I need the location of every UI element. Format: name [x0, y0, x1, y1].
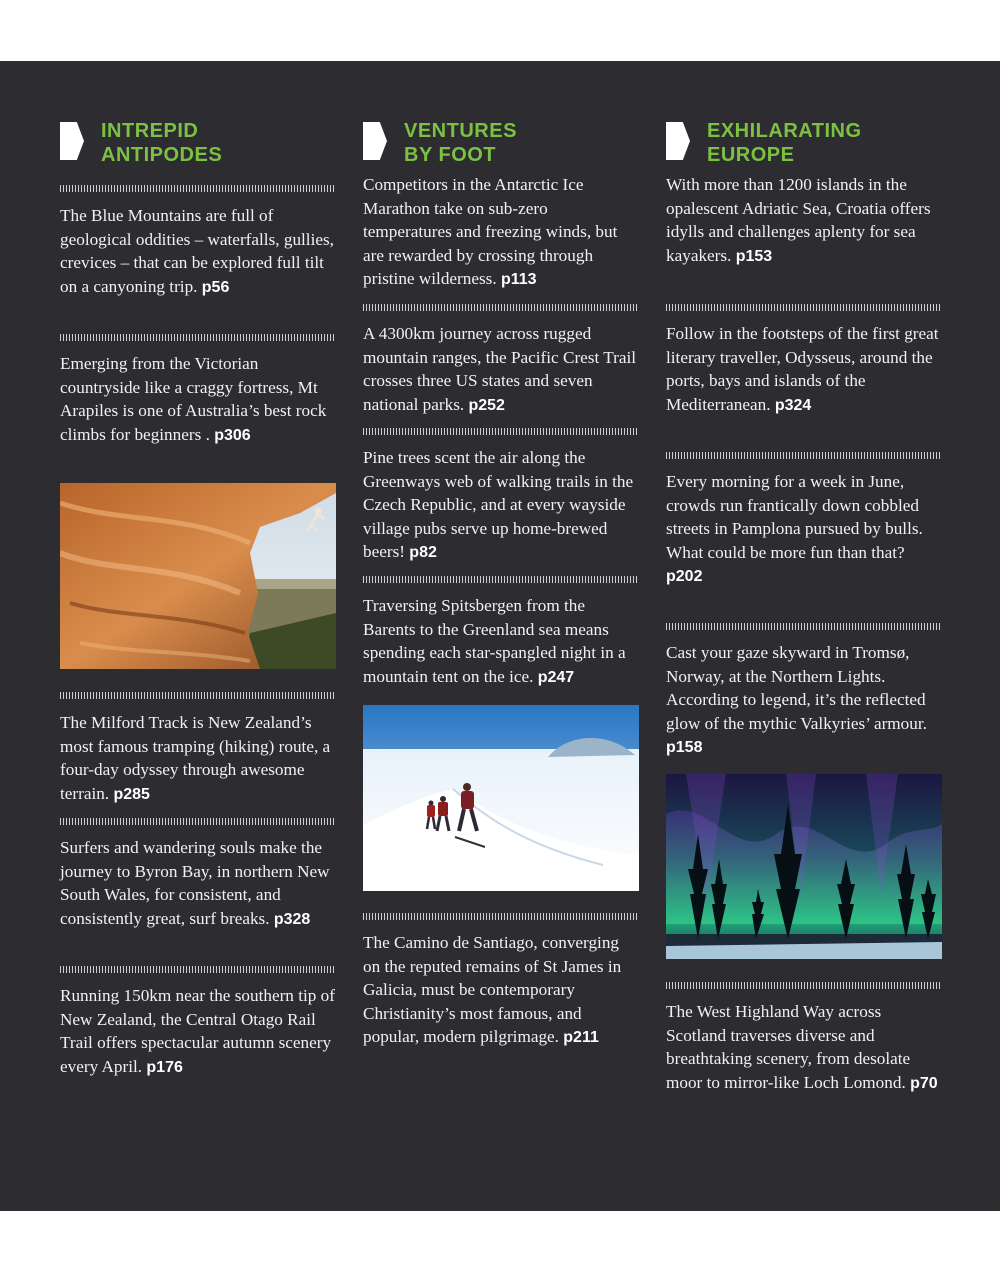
entry-text: The Milford Track is New Zealand’s most famous tramping (hiking) route, a four-day odyssey through awesome terrain.	[60, 713, 331, 803]
entry-text: Cast your gaze skyward in Tromsø, Norway, at the Northern Lights. According to legend, it’s the reflected glow of the mythic Valkyries’ armour.	[666, 643, 927, 733]
entry-odysseus	[666, 322, 942, 417]
northern-lights-photo	[666, 774, 942, 959]
entry-mt-arapiles	[60, 352, 336, 447]
entry-text: Running 150km near the southern tip of New Zealand, the Central Otago Rail Trail offers spectacular autumn scenery every April.	[60, 986, 335, 1076]
page-reference: p56	[201, 278, 230, 296]
entry-west-highland-way	[666, 1000, 942, 1095]
entry-text: Follow in the footsteps of the first great literary traveller, Odysseus, around the ports, bays and islands of the Mediterranean.	[666, 324, 939, 414]
page-reference: p153	[735, 247, 773, 265]
divider	[363, 428, 637, 435]
page-reference: p211	[563, 1029, 599, 1047]
entry-pacific-crest-trail	[363, 322, 639, 417]
entry-antarctic-ice-marathon	[363, 173, 639, 292]
page-reference: p202	[666, 568, 703, 586]
entry-text: The Blue Mountains are full of geological oddities – waterfalls, gullies, crevices – that can be explored full tilt on a canyoning trip.	[60, 206, 334, 296]
page-reference: p324	[774, 396, 812, 414]
heading-line-2: EUROPE	[707, 144, 795, 166]
heading-line-2: ANTIPODES	[101, 144, 223, 166]
entry-blue-mountains	[60, 204, 336, 299]
heading-line-2: BY FOOT	[404, 144, 497, 166]
divider	[363, 913, 637, 920]
page-reference: p328	[273, 910, 311, 928]
entry-text: With more than 1200 islands in the opalescent Adriatic Sea, Croatia offers idylls and challenges aplenty for sea kayakers.	[666, 175, 931, 265]
arctic-skiers-photo	[363, 705, 639, 891]
entry-text: Traversing Spitsbergen from the Barents to the Greenland sea means spending each star-spangled night in a mountain tent on the ice.	[363, 596, 626, 686]
divider	[666, 304, 940, 311]
entry-text: Surfers and wandering souls make the journey to Byron Bay, in northern New South Wales, for consistent, and consistently great, surf breaks.	[60, 838, 330, 928]
divider	[60, 334, 334, 341]
divider	[666, 623, 940, 630]
page-reference: p113	[500, 271, 537, 289]
heading-line-1: INTREPID	[101, 120, 199, 142]
divider	[60, 692, 334, 699]
entry-czech-greenways	[363, 446, 639, 565]
entry-camino-de-santiago	[363, 931, 639, 1050]
chevron-icon	[363, 122, 387, 160]
page-reference: p82	[409, 544, 437, 562]
chevron-icon	[666, 122, 690, 160]
divider	[60, 185, 334, 192]
section-heading	[666, 119, 942, 167]
entry-text: A 4300km journey across rugged mountain ranges, the Pacific Crest Trail crosses three US states and seven national parks.	[363, 324, 637, 414]
divider	[60, 818, 334, 825]
divider	[60, 966, 334, 973]
divider	[363, 576, 637, 583]
entry-text: Pine trees scent the air along the Greenways web of walking trails in the Czech Republic, and at every wayside village pubs serve up home-brewed beers!	[363, 448, 634, 562]
section-heading	[60, 119, 336, 167]
entry-text: Emerging from the Victorian countryside like a craggy fortress, Mt Arapiles is one of Australia’s best rock climbs for beginners .	[60, 354, 327, 444]
divider	[363, 304, 637, 311]
entry-text: Competitors in the Antarctic Ice Marathon take on sub-zero temperatures and freezing winds, but are rewarded by crossing through pristine wilderness.	[363, 175, 618, 289]
entry-text: Every morning for a week in June, crowds run frantically down cobbled streets in Pamplona pursued by bulls. What could be more fun than that?	[666, 472, 923, 562]
page-reference: p70	[910, 1074, 938, 1092]
section-heading	[363, 119, 639, 167]
divider	[666, 452, 940, 459]
page-reference: p285	[113, 785, 150, 803]
entry-spitsbergen	[363, 594, 639, 689]
feature-panel	[0, 61, 1000, 1211]
entry-central-otago	[60, 984, 336, 1079]
divider	[666, 982, 940, 989]
page-reference: p306	[214, 426, 251, 444]
page-reference: p252	[468, 396, 505, 414]
page-reference: p158	[666, 739, 703, 757]
entry-milford-track	[60, 711, 336, 806]
entry-text: The Camino de Santiago, converging on the reputed remains of St James in Galicia, must be contemporary Christianity’s most famous, and popular, modern pilgrimage.	[363, 933, 622, 1047]
page-reference: p247	[537, 668, 575, 686]
entry-byron-bay	[60, 836, 336, 931]
entry-croatia-kayaking	[666, 173, 942, 268]
rock-climbing-photo	[60, 483, 336, 669]
chevron-icon	[60, 122, 84, 160]
entry-text: The West Highland Way across Scotland traverses diverse and breathtaking scenery, from desolate moor to mirror-like Loch Lomond.	[666, 1002, 911, 1092]
heading-line-1: VENTURES	[404, 120, 517, 142]
page-reference: p176	[146, 1058, 183, 1076]
heading-line-1: EXHILARATING	[707, 120, 862, 142]
entry-tromso	[666, 641, 942, 760]
entry-pamplona	[666, 470, 942, 589]
